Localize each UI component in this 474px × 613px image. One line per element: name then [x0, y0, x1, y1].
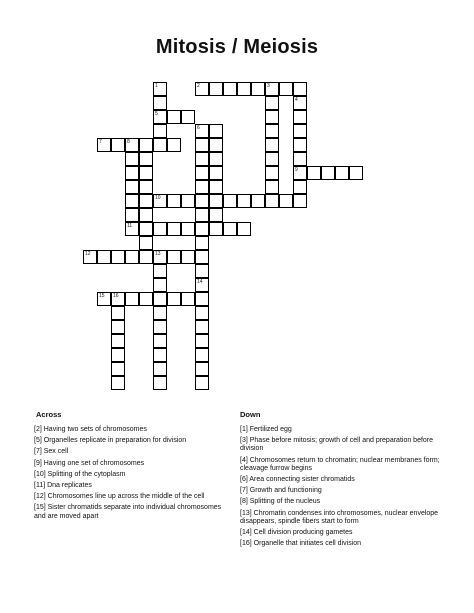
crossword-cell[interactable] [125, 292, 139, 306]
crossword-cell[interactable] [265, 180, 279, 194]
crossword-cell[interactable] [237, 222, 251, 236]
clue-number: 5 [155, 111, 158, 117]
crossword-cell[interactable] [111, 138, 125, 152]
crossword-cell[interactable] [153, 96, 167, 110]
crossword-cell[interactable] [265, 124, 279, 138]
clue-number: 6 [197, 125, 200, 131]
crossword-cell[interactable] [279, 82, 293, 96]
crossword-cell[interactable] [237, 82, 251, 96]
across-clue: [15] Sister chromatids separate into individual chromosomes and are moved apart [34, 504, 222, 520]
crossword-cell[interactable] [195, 208, 209, 222]
down-clue: [3] Phase before mitosis; growth of cell and preparation before division [240, 437, 434, 453]
crossword-cell[interactable] [223, 194, 237, 208]
crossword-cell[interactable] [139, 250, 153, 264]
down-clue: [16] Organelle that initiates cell division [240, 540, 362, 548]
crossword-cell[interactable] [195, 222, 209, 236]
crossword-cell[interactable] [265, 138, 279, 152]
across-heading: Across [36, 410, 62, 419]
crossword-cell[interactable] [265, 110, 279, 124]
clue-number: 3 [267, 83, 270, 89]
crossword-cell[interactable] [181, 110, 195, 124]
crossword-cell[interactable] [153, 348, 167, 362]
crossword-cell[interactable] [293, 166, 307, 180]
crossword-cell[interactable] [209, 138, 223, 152]
crossword-cell[interactable] [293, 124, 307, 138]
crossword-cell[interactable] [125, 138, 139, 152]
crossword-cell[interactable] [111, 306, 125, 320]
crossword-cell[interactable] [139, 194, 153, 208]
across-clue-list [34, 426, 230, 524]
crossword-cell[interactable] [293, 138, 307, 152]
crossword-cell[interactable] [223, 82, 237, 96]
crossword-cell[interactable] [181, 222, 195, 236]
crossword-cell[interactable] [181, 292, 195, 306]
crossword-cell[interactable] [335, 166, 349, 180]
down-clue: [1] Fertilized egg [240, 426, 292, 433]
across-clue: [9] Having one set of chromosomes [34, 459, 145, 467]
crossword-cell[interactable] [167, 138, 181, 152]
crossword-cell[interactable] [97, 138, 111, 152]
crossword-cell[interactable] [153, 110, 167, 124]
crossword-cell[interactable] [195, 236, 209, 250]
crossword-cell[interactable] [195, 334, 209, 348]
crossword-cell[interactable] [153, 362, 167, 376]
crossword-cell[interactable] [251, 194, 265, 208]
down-clue: [7] Growth and functioning [240, 487, 322, 495]
clue-number: 13 [155, 251, 161, 257]
crossword-cell[interactable] [195, 320, 209, 334]
down-clue: [4] Chromosomes return to chromatin; nuclear membranes form; cleavage furrow begins [240, 456, 440, 472]
across-clue: [10] Splitting of the cytoplasm [34, 470, 126, 478]
crossword-cell[interactable] [265, 194, 279, 208]
crossword-cell[interactable] [209, 152, 223, 166]
crossword-cell[interactable] [265, 96, 279, 110]
crossword-cell[interactable] [125, 250, 139, 264]
crossword-cell[interactable] [153, 306, 167, 320]
crossword-cell[interactable] [153, 250, 167, 264]
down-heading: Down [240, 410, 261, 419]
crossword-cell[interactable] [195, 250, 209, 264]
crossword-cell[interactable] [321, 166, 335, 180]
crossword-cell[interactable] [153, 264, 167, 278]
clue-number: 1 [155, 83, 158, 89]
crossword-cell[interactable] [167, 250, 181, 264]
crossword-cell[interactable] [293, 152, 307, 166]
crossword-cell[interactable] [195, 306, 209, 320]
crossword-cell[interactable] [153, 138, 167, 152]
crossword-cell[interactable] [209, 180, 223, 194]
crossword-cell[interactable] [293, 96, 307, 110]
crossword-cell[interactable] [111, 334, 125, 348]
crossword-cell[interactable] [195, 82, 209, 96]
clue-number: 8 [127, 139, 130, 145]
crossword-cell[interactable] [195, 138, 209, 152]
crossword-cell[interactable] [139, 180, 153, 194]
crossword-cell[interactable] [209, 82, 223, 96]
crossword-cell[interactable] [125, 194, 139, 208]
crossword-cell[interactable] [195, 264, 209, 278]
crossword-cell[interactable] [167, 222, 181, 236]
clue-number: 4 [295, 97, 298, 103]
crossword-cell[interactable] [195, 166, 209, 180]
across-clue: [5] Organelles replicate in preparation for division [34, 437, 187, 445]
clue-number: 11 [127, 223, 133, 229]
crossword-cell[interactable] [111, 348, 125, 362]
across-clue: [11] Dna replicates [34, 482, 92, 490]
crossword-cell[interactable] [195, 152, 209, 166]
down-clue-list [240, 426, 440, 551]
crossword-cell[interactable] [307, 166, 321, 180]
crossword-cell[interactable] [265, 166, 279, 180]
crossword-cell[interactable] [111, 362, 125, 376]
crossword-cell[interactable] [139, 292, 153, 306]
crossword-cell[interactable] [153, 376, 167, 390]
crossword-cell[interactable] [195, 124, 209, 138]
crossword-cell[interactable] [139, 236, 153, 250]
crossword-cell[interactable] [195, 362, 209, 376]
crossword-cell[interactable] [153, 222, 167, 236]
clue-number: 7 [99, 139, 102, 145]
crossword-cell[interactable] [209, 194, 223, 208]
crossword-cell[interactable] [349, 166, 363, 180]
crossword-cell[interactable] [195, 348, 209, 362]
crossword-cell[interactable] [293, 82, 307, 96]
across-clue: [12] Chromosomes line up across the middle of the cell [34, 493, 205, 501]
across-clue: [7] Sex cell [34, 448, 69, 456]
crossword-cell[interactable] [139, 166, 153, 180]
crossword-cell[interactable] [265, 82, 279, 96]
crossword-cell[interactable] [153, 292, 167, 306]
crossword-cell[interactable] [195, 376, 209, 390]
crossword-cell[interactable] [125, 152, 139, 166]
crossword-cell[interactable] [293, 180, 307, 194]
crossword-cell[interactable] [139, 138, 153, 152]
crossword-cell[interactable] [139, 152, 153, 166]
clue-number: 14 [197, 279, 203, 285]
crossword-cell[interactable] [195, 278, 209, 292]
clue-number: 2 [197, 83, 200, 89]
crossword-cell[interactable] [125, 180, 139, 194]
crossword-cell[interactable] [153, 194, 167, 208]
crossword-cell[interactable] [167, 110, 181, 124]
crossword-cell[interactable] [195, 180, 209, 194]
crossword-cell[interactable] [293, 110, 307, 124]
crossword-cell[interactable] [111, 292, 125, 306]
crossword-cell[interactable] [195, 292, 209, 306]
clue-number: 15 [99, 293, 105, 299]
clue-number: 16 [113, 293, 119, 299]
crossword-cell[interactable] [265, 152, 279, 166]
crossword-cell[interactable] [181, 250, 195, 264]
crossword-cell[interactable] [237, 194, 251, 208]
crossword-cell[interactable] [209, 222, 223, 236]
crossword-cell[interactable] [251, 82, 265, 96]
across-clue: [2] Having two sets of chromosomes [34, 426, 147, 433]
clue-number: 10 [155, 195, 161, 201]
crossword-cell[interactable] [125, 222, 139, 236]
crossword-cell[interactable] [195, 194, 209, 208]
crossword-cell[interactable] [111, 376, 125, 390]
crossword-cell[interactable] [181, 194, 195, 208]
crossword-cell[interactable] [209, 166, 223, 180]
crossword-cell[interactable] [111, 250, 125, 264]
crossword-cell[interactable] [125, 166, 139, 180]
crossword-cell[interactable] [279, 194, 293, 208]
crossword-cell[interactable] [139, 208, 153, 222]
down-clue: [6] Area connecting sister chromatids [240, 476, 355, 484]
crossword-cell[interactable] [293, 194, 307, 208]
crossword-cell[interactable] [167, 194, 181, 208]
down-clue: [8] Splitting of the nucleus [240, 498, 321, 506]
down-clue: [14] Cell division producing gametes [240, 529, 353, 537]
crossword-cell[interactable] [153, 320, 167, 334]
crossword-cell[interactable] [223, 222, 237, 236]
crossword-cell[interactable] [153, 334, 167, 348]
down-clue: [13] Chromatin condenses into chromosomes, nuclear envelope disappears, spindle fibers start to form [240, 509, 439, 525]
crossword-cell[interactable] [153, 278, 167, 292]
crossword-cell[interactable] [97, 292, 111, 306]
crossword-cell[interactable] [153, 82, 167, 96]
crossword-cell[interactable] [125, 208, 139, 222]
crossword-cell[interactable] [111, 320, 125, 334]
crossword-cell[interactable] [209, 208, 223, 222]
crossword-cell[interactable] [83, 250, 97, 264]
crossword-cell[interactable] [97, 250, 111, 264]
crossword-cell[interactable] [153, 124, 167, 138]
clue-number: 12 [85, 251, 91, 257]
crossword-cell[interactable] [167, 292, 181, 306]
crossword-cell[interactable] [209, 124, 223, 138]
crossword-cell[interactable] [139, 222, 153, 236]
page-title: Mitosis / Meiosis [155, 36, 319, 58]
clue-number: 9 [295, 167, 298, 173]
